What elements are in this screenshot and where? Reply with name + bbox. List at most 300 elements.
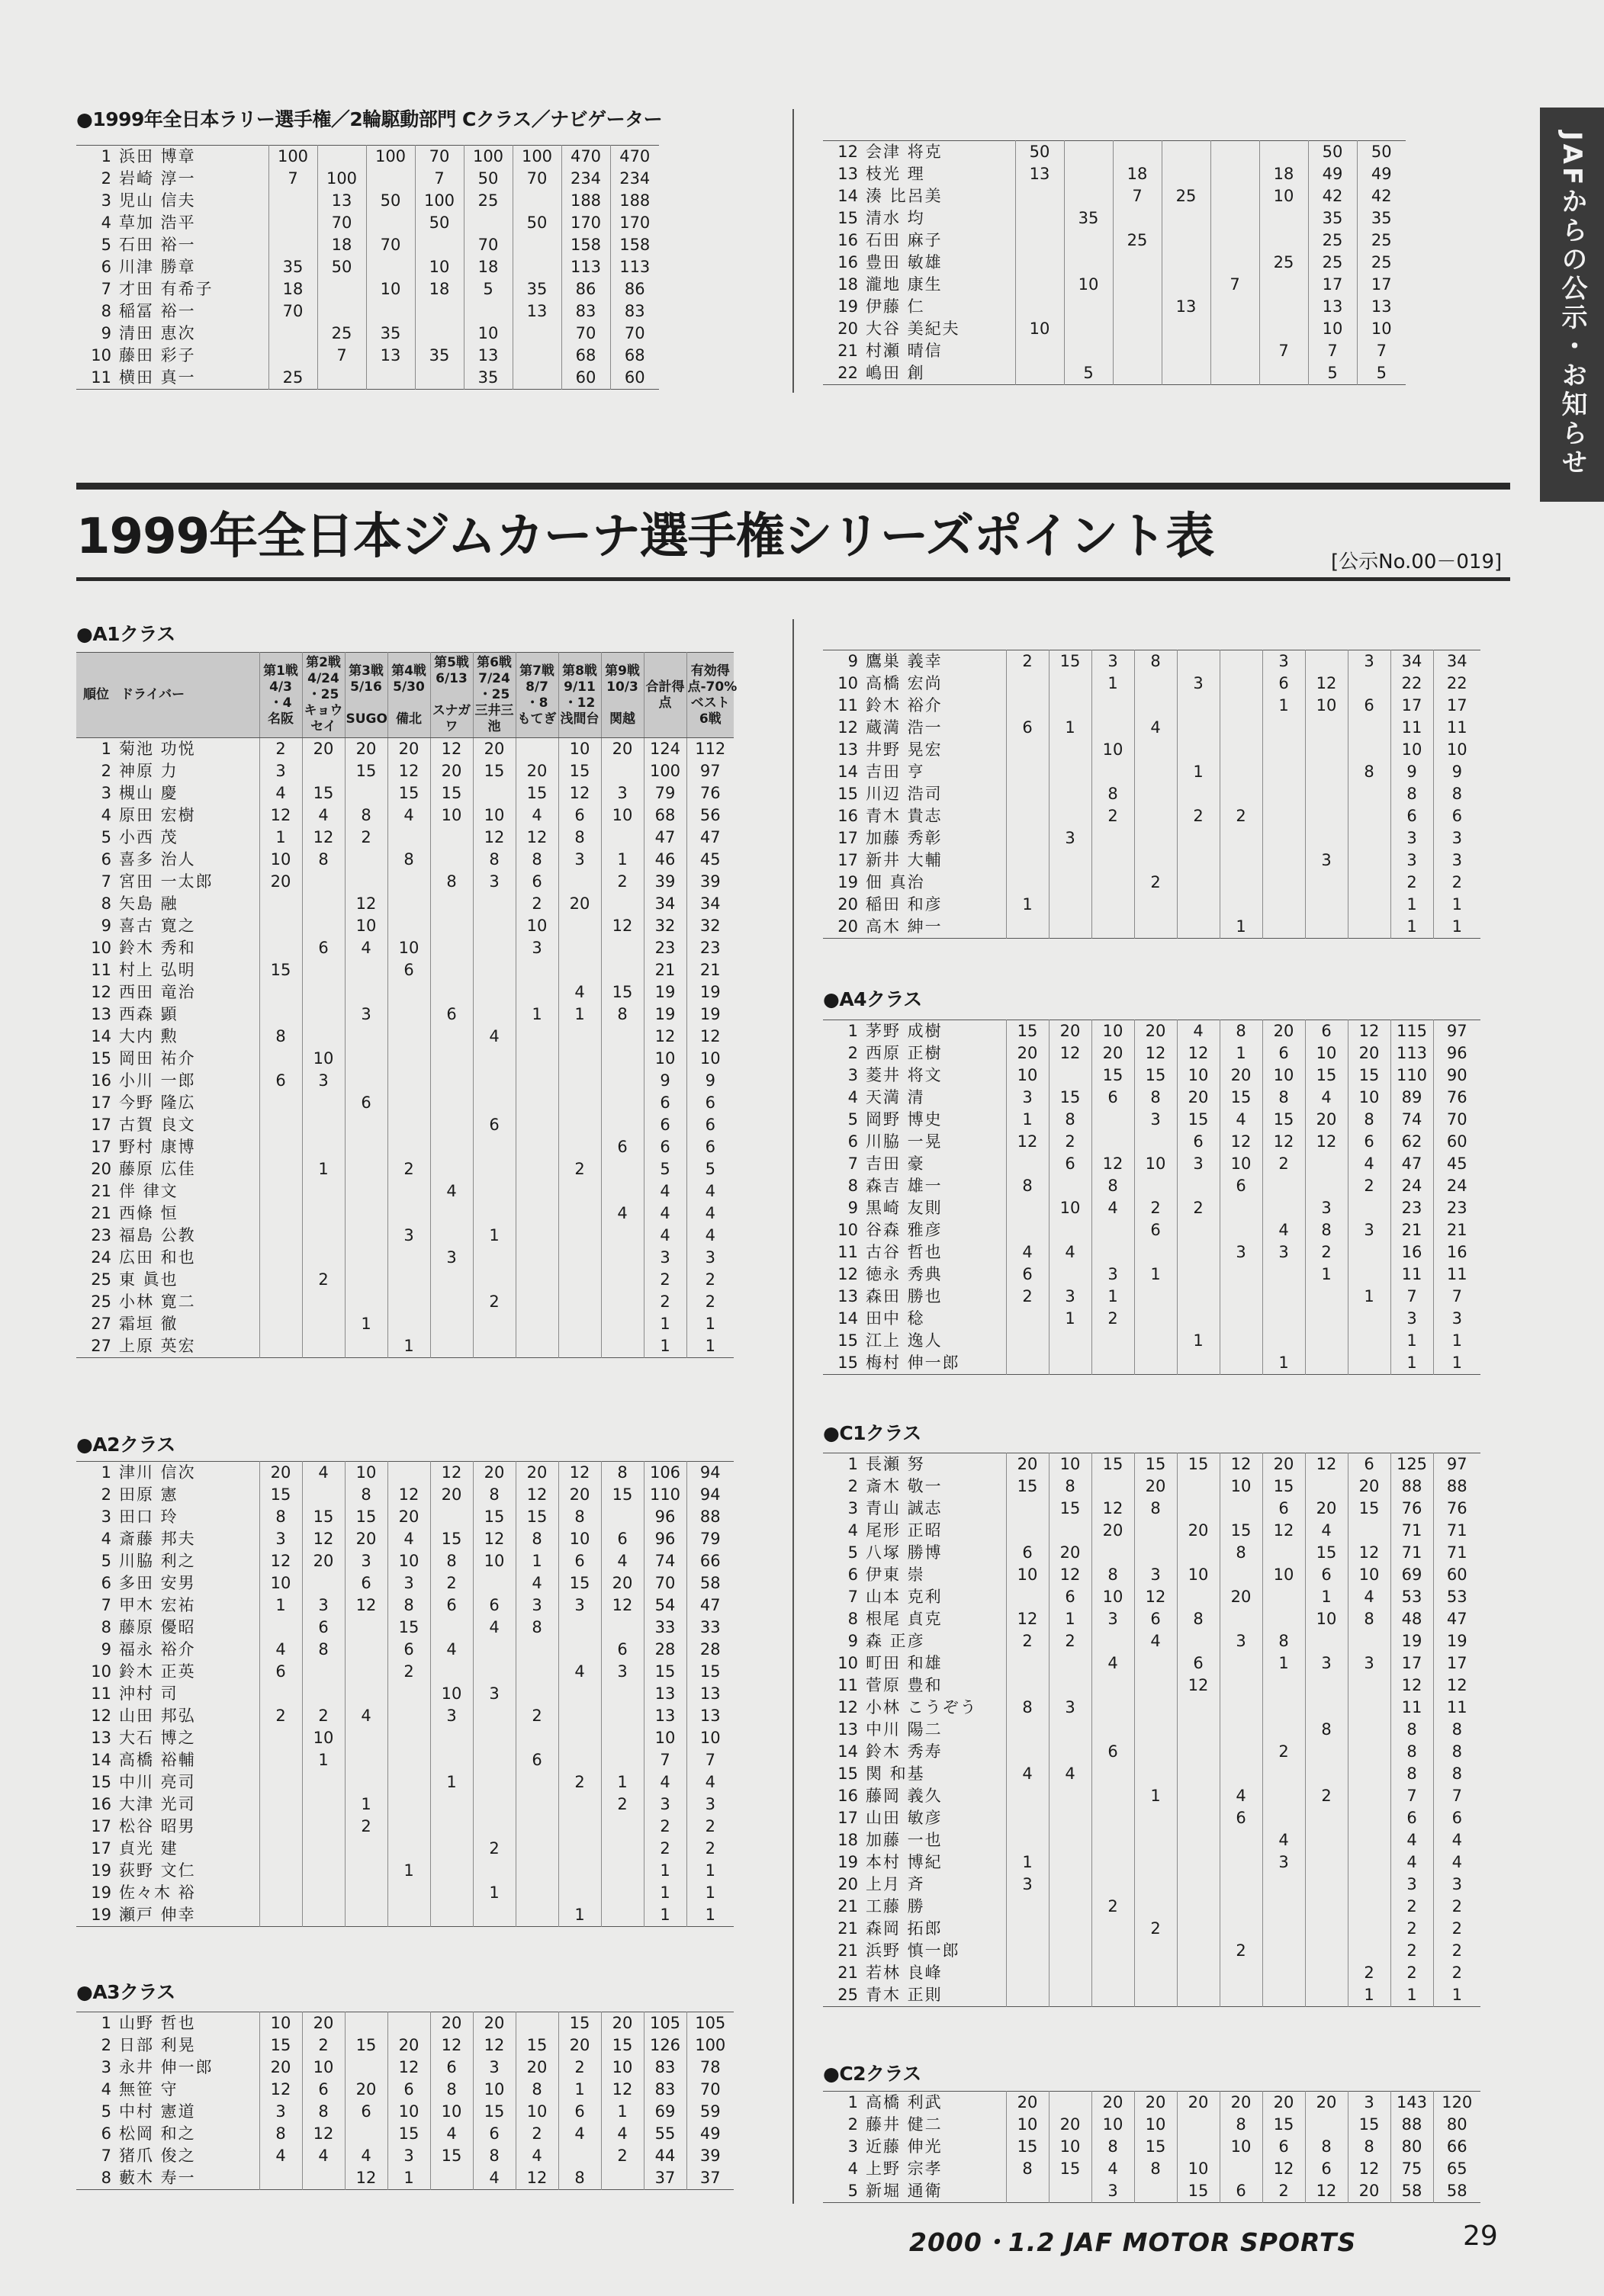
points-cell: 20	[516, 1462, 558, 1485]
driver-cell: 横田 真一	[119, 368, 196, 387]
points-cell: 4	[1091, 2158, 1134, 2180]
rank-cell: 10	[837, 1654, 858, 1672]
points-cell: 20	[1305, 1109, 1348, 1131]
rank-cell: 21	[91, 1204, 111, 1222]
points-cell: 3	[1091, 650, 1134, 673]
points-cell	[345, 1727, 387, 1749]
points-cell: 4	[1049, 1241, 1091, 1264]
driver-header: ドライバー	[116, 653, 259, 738]
points-cell	[473, 1070, 516, 1092]
points-cell	[601, 1070, 644, 1092]
rank-cell: 4	[101, 806, 111, 824]
points-cell: 5	[1064, 362, 1113, 385]
points-cell: 7	[317, 345, 366, 367]
points-cell: 3	[302, 1070, 345, 1092]
points-cell: 12	[601, 2079, 644, 2101]
rank-cell: 20	[837, 895, 858, 914]
points-cell: 6	[1262, 1498, 1305, 1520]
points-cell	[1177, 1874, 1220, 1896]
round-header-line: 6/13	[436, 671, 468, 686]
rank-cell: 21	[837, 342, 858, 360]
points-cell: 1	[1262, 1652, 1305, 1675]
rank-cell: 25	[91, 1293, 111, 1311]
table-row	[823, 1020, 1480, 1043]
points-cell	[1113, 141, 1162, 164]
points-cell	[1305, 739, 1348, 761]
points-cell	[1348, 827, 1390, 849]
round-header-line: ・8	[526, 695, 548, 711]
points-cell: 2	[601, 871, 644, 893]
points-cell	[1177, 1984, 1220, 2007]
rank-cell: 17	[91, 1839, 111, 1858]
points-cell	[516, 959, 558, 981]
points-cell	[1305, 1153, 1348, 1175]
points-cell: 1	[1433, 1352, 1480, 1375]
rank-cell: 8	[101, 2169, 111, 2187]
points-cell	[302, 1816, 345, 1838]
round-header-line: 8/7	[526, 679, 548, 695]
points-cell: 1	[259, 1594, 302, 1617]
table-row	[76, 256, 659, 278]
points-cell: 20	[1220, 2092, 1262, 2115]
driver-cell: 今野 隆広	[119, 1093, 196, 1112]
points-cell: 79	[686, 1528, 734, 1550]
points-cell: 10	[1091, 739, 1134, 761]
table-row	[823, 650, 1480, 673]
points-cell: 6	[601, 1136, 644, 1158]
points-cell	[1006, 1520, 1049, 1542]
table-row	[823, 872, 1480, 894]
points-cell: 32	[686, 915, 734, 937]
points-cell: 1	[1305, 1264, 1348, 1286]
points-cell: 20	[387, 1506, 430, 1528]
points-cell	[1006, 1918, 1049, 1940]
rank-cell: 27	[91, 1315, 111, 1333]
points-cell	[1134, 1940, 1177, 1962]
table-row	[823, 916, 1480, 939]
table-row	[76, 1727, 734, 1749]
rank-cell: 17	[91, 1093, 111, 1112]
points-cell	[558, 1335, 601, 1358]
points-cell: 16	[1390, 1241, 1433, 1264]
points-cell	[1091, 1940, 1134, 1962]
points-cell: 3	[1091, 1264, 1134, 1286]
points-cell	[1220, 1286, 1262, 1308]
points-cell	[1134, 739, 1177, 761]
rank-cell: 5	[847, 2182, 858, 2200]
points-cell: 20	[558, 1484, 601, 1506]
points-cell	[558, 1727, 601, 1749]
points-cell	[1305, 761, 1348, 783]
points-cell: 11	[1390, 1697, 1433, 1719]
points-cell	[516, 1203, 558, 1225]
points-cell	[317, 367, 366, 390]
points-cell	[1049, 695, 1091, 717]
rank-cell: 10	[91, 939, 111, 957]
points-cell: 4	[1134, 1630, 1177, 1652]
points-cell	[259, 1180, 302, 1203]
points-cell: 8	[1262, 1087, 1305, 1109]
a3-table	[76, 2012, 734, 2190]
points-cell: 21	[686, 959, 734, 981]
driver-cell: 稲田 和彦	[866, 895, 943, 914]
points-cell: 15	[1305, 1065, 1348, 1087]
points-cell	[259, 2167, 302, 2190]
driver-cell: 岡田 祐介	[119, 1049, 196, 1068]
points-cell	[516, 1092, 558, 1114]
points-cell: 20	[516, 760, 558, 782]
points-cell	[1262, 1308, 1305, 1330]
points-cell	[1262, 805, 1305, 827]
points-cell: 6	[1134, 1219, 1177, 1241]
points-cell: 15	[473, 1506, 516, 1528]
points-cell	[1305, 1829, 1348, 1851]
points-cell: 8	[430, 2079, 473, 2101]
points-cell: 2	[1262, 1153, 1305, 1175]
table-row	[823, 1453, 1480, 1476]
points-cell: 126	[644, 2034, 686, 2057]
points-cell: 65	[1433, 2158, 1480, 2180]
table-row	[76, 981, 734, 1003]
points-cell: 3	[473, 2057, 516, 2079]
points-cell: 2	[259, 1705, 302, 1727]
driver-cell: 多田 安男	[119, 1574, 196, 1592]
points-cell: 2	[1262, 1741, 1305, 1763]
points-cell	[345, 1639, 387, 1661]
driver-cell: 鷹巣 義幸	[866, 652, 943, 670]
points-cell: 12	[430, 1462, 473, 1485]
points-cell: 1	[601, 1771, 644, 1793]
table-row	[823, 1219, 1480, 1241]
points-cell: 8	[1091, 1564, 1134, 1586]
points-cell	[473, 1003, 516, 1026]
rank-cell: 21	[837, 1941, 858, 1960]
points-cell	[558, 1639, 601, 1661]
rank-cell: 15	[91, 1773, 111, 1791]
points-cell	[1259, 141, 1308, 164]
round-header	[387, 653, 430, 738]
points-cell	[268, 212, 317, 234]
points-cell	[1177, 872, 1220, 894]
points-cell: 3	[1433, 827, 1480, 849]
points-cell	[259, 1882, 302, 1904]
points-cell: 2	[644, 1269, 686, 1291]
points-cell	[1262, 827, 1305, 849]
points-cell: 19	[1433, 1630, 1480, 1652]
driver-cell: 嶋田 創	[866, 364, 925, 382]
points-cell	[1262, 1197, 1305, 1219]
points-cell: 2	[473, 1838, 516, 1860]
points-cell	[1305, 1308, 1348, 1330]
points-cell	[1220, 1851, 1262, 1874]
points-cell	[1220, 1197, 1262, 1219]
points-cell	[1177, 783, 1220, 805]
points-cell	[601, 1180, 644, 1203]
points-cell	[366, 168, 415, 190]
points-cell	[387, 2012, 430, 2035]
points-cell: 13	[1357, 296, 1406, 318]
points-cell	[516, 1269, 558, 1291]
points-cell	[430, 981, 473, 1003]
table-row	[823, 2136, 1480, 2158]
points-cell: 10	[686, 1727, 734, 1749]
points-cell: 6	[1348, 695, 1390, 717]
points-cell: 13	[686, 1705, 734, 1727]
points-cell	[1305, 916, 1348, 939]
points-cell: 10	[1177, 2158, 1220, 2180]
points-cell: 10	[1006, 2114, 1049, 2136]
points-cell	[1210, 318, 1259, 340]
points-cell: 17	[1390, 1652, 1433, 1675]
points-cell	[601, 959, 644, 981]
table-row	[76, 760, 734, 782]
points-cell	[1210, 252, 1259, 274]
points-cell	[1006, 1940, 1049, 1962]
points-cell	[1113, 252, 1162, 274]
rank-cell: 2	[101, 762, 111, 780]
points-cell: 8	[516, 2079, 558, 2101]
points-cell: 8	[601, 1003, 644, 1026]
points-cell: 12	[686, 1026, 734, 1048]
points-cell: 112	[686, 738, 734, 761]
table-row	[823, 1652, 1480, 1675]
points-cell	[1049, 1918, 1091, 1940]
points-cell	[1348, 805, 1390, 827]
points-cell	[1006, 1197, 1049, 1219]
points-cell: 10	[1006, 1564, 1049, 1586]
points-cell: 1	[1433, 916, 1480, 939]
rank-cell: 13	[91, 1729, 111, 1747]
table-row	[823, 2158, 1480, 2180]
points-cell	[1348, 1308, 1390, 1330]
table-row	[76, 1572, 734, 1594]
points-cell: 15	[345, 2034, 387, 2057]
points-cell: 100	[415, 190, 464, 212]
rank-cell: 2	[847, 1477, 858, 1495]
points-cell: 20	[259, 1462, 302, 1485]
driver-cell: 上野 宗孝	[866, 2160, 943, 2178]
points-cell: 4	[473, 2167, 516, 2190]
points-cell: 15	[1134, 2136, 1177, 2158]
rank-cell: 2	[847, 1044, 858, 1062]
points-cell	[387, 1727, 430, 1749]
points-cell	[1262, 1675, 1305, 1697]
points-cell: 39	[686, 2145, 734, 2167]
points-cell	[558, 915, 601, 937]
table-row	[823, 296, 1406, 318]
points-cell: 10	[1134, 1153, 1177, 1175]
points-cell: 70	[610, 323, 659, 345]
driver-cell: 会津 将克	[866, 143, 943, 161]
points-cell	[1305, 1286, 1348, 1308]
points-cell: 8	[259, 2123, 302, 2145]
points-cell: 4	[1006, 1241, 1049, 1264]
table-row	[823, 1564, 1480, 1586]
points-cell: 70	[317, 212, 366, 234]
points-cell	[1220, 849, 1262, 872]
points-cell	[1091, 1697, 1134, 1719]
points-cell: 1	[644, 1882, 686, 1904]
points-cell: 23	[1433, 1197, 1480, 1219]
points-cell	[558, 1026, 601, 1048]
points-cell: 7	[1390, 1286, 1433, 1308]
table-row	[76, 1661, 734, 1683]
points-cell: 10	[259, 1572, 302, 1594]
points-cell	[1091, 1829, 1134, 1851]
points-cell	[302, 959, 345, 981]
c1-title: ●C1クラス	[823, 1422, 921, 1444]
points-cell: 6	[1305, 1564, 1348, 1586]
points-cell	[516, 1860, 558, 1882]
points-cell: 20	[345, 738, 387, 761]
points-cell: 15	[1348, 1065, 1390, 1087]
points-cell: 74	[644, 1550, 686, 1572]
points-cell: 18	[317, 234, 366, 256]
points-cell: 15	[259, 1484, 302, 1506]
points-cell: 4	[302, 1462, 345, 1485]
driver-cell: 青木 正則	[866, 1986, 943, 2004]
rank-cell: 3	[847, 1066, 858, 1084]
driver-cell: 猪爪 俊之	[119, 2147, 196, 2165]
points-cell	[1348, 1330, 1390, 1352]
driver-cell: 若林 良峰	[866, 1964, 943, 1982]
driver-cell: 藤田 彩子	[119, 346, 196, 364]
driver-cell: 高橋 利武	[866, 2093, 943, 2111]
table-row	[76, 1506, 734, 1528]
driver-cell: 神原 力	[119, 762, 178, 780]
points-cell: 6	[345, 1572, 387, 1594]
points-cell	[1134, 805, 1177, 827]
round-header-line: 5/30	[393, 679, 425, 695]
driver-cell: 菱井 将文	[866, 1066, 943, 1084]
points-cell	[302, 981, 345, 1003]
points-cell: 7	[415, 168, 464, 190]
driver-cell: 喜多 治人	[119, 850, 196, 869]
rank-cell: 13	[837, 165, 858, 183]
points-cell	[268, 323, 317, 345]
points-cell	[345, 959, 387, 981]
page-number: 29	[1463, 2221, 1498, 2252]
points-cell: 12	[387, 760, 430, 782]
points-cell: 15	[1134, 1453, 1177, 1476]
points-cell: 17	[1357, 274, 1406, 296]
rank-cell: 7	[101, 2147, 111, 2165]
points-cell	[1348, 1763, 1390, 1785]
points-cell	[516, 1793, 558, 1816]
points-cell	[1049, 1984, 1091, 2007]
points-cell: 1	[259, 827, 302, 849]
points-cell	[1006, 695, 1049, 717]
points-cell	[1049, 894, 1091, 916]
points-cell: 12	[1305, 673, 1348, 695]
table-row	[823, 230, 1406, 252]
points-cell	[1134, 1652, 1177, 1675]
rank-cell: 10	[837, 674, 858, 692]
points-cell	[1091, 872, 1134, 894]
points-cell: 6	[473, 2123, 516, 2145]
points-cell: 12	[516, 827, 558, 849]
table-row	[76, 937, 734, 959]
points-cell	[345, 1114, 387, 1136]
table-row	[823, 1197, 1480, 1219]
rank-cell: 19	[91, 1906, 111, 1924]
rank-cell: 12	[837, 1265, 858, 1283]
points-cell: 158	[561, 234, 610, 256]
driver-cell: 川脇 一晃	[866, 1132, 943, 1151]
points-cell	[601, 1683, 644, 1705]
rank-cell: 21	[837, 1897, 858, 1915]
points-cell: 20	[387, 2034, 430, 2057]
points-cell: 10	[1390, 739, 1433, 761]
points-cell: 4	[644, 1180, 686, 1203]
rank-cell: 15	[837, 1354, 858, 1372]
points-cell	[1262, 849, 1305, 872]
points-cell	[1220, 673, 1262, 695]
table-row	[823, 2114, 1480, 2136]
a4-block	[823, 1020, 1480, 1375]
points-cell	[345, 1335, 387, 1358]
points-cell: 13	[317, 190, 366, 212]
points-cell: 15	[516, 2034, 558, 2057]
points-cell: 4	[430, 2123, 473, 2145]
driver-cell: 茅野 成樹	[866, 1022, 943, 1040]
points-cell	[1049, 849, 1091, 872]
points-cell	[1220, 1896, 1262, 1918]
points-cell: 21	[644, 959, 686, 981]
points-cell	[1006, 783, 1049, 805]
round-header	[601, 653, 644, 738]
points-cell: 4	[1305, 1087, 1348, 1109]
table-row	[823, 1675, 1480, 1697]
driver-cell: 伊東 崇	[866, 1565, 925, 1584]
points-cell	[387, 1048, 430, 1070]
points-cell: 170	[610, 212, 659, 234]
rank-cell: 14	[837, 763, 858, 781]
points-cell	[558, 1313, 601, 1335]
rally-table	[76, 145, 659, 390]
points-cell: 3	[1390, 849, 1433, 872]
points-cell: 10	[473, 2079, 516, 2101]
points-cell: 35	[1308, 207, 1357, 230]
points-cell	[415, 234, 464, 256]
points-cell: 83	[644, 2079, 686, 2101]
points-cell	[387, 893, 430, 915]
points-cell: 6	[1390, 805, 1433, 827]
points-cell: 12	[387, 2057, 430, 2079]
points-cell	[317, 300, 366, 323]
points-cell: 2	[1390, 1962, 1433, 1984]
driver-cell: 森岡 拓郎	[866, 1919, 943, 1938]
points-cell: 25	[1357, 252, 1406, 274]
points-cell	[473, 1572, 516, 1594]
round-header-line: 第4戦	[391, 663, 426, 679]
round-header-line: 4/24	[307, 671, 339, 686]
points-cell: 2	[1390, 1940, 1433, 1962]
points-cell	[1134, 1520, 1177, 1542]
points-cell	[1134, 673, 1177, 695]
points-cell: 2	[1006, 1630, 1049, 1652]
rank-cell: 14	[837, 1742, 858, 1761]
points-cell	[259, 1838, 302, 1860]
points-cell: 45	[686, 849, 734, 871]
points-cell	[1210, 207, 1259, 230]
points-cell: 12	[1091, 1153, 1134, 1175]
driver-cell: 才田 有希子	[119, 280, 214, 298]
points-cell	[1177, 916, 1220, 939]
table-row	[823, 1697, 1480, 1719]
points-cell: 4	[1220, 1109, 1262, 1131]
points-cell	[601, 2167, 644, 2190]
